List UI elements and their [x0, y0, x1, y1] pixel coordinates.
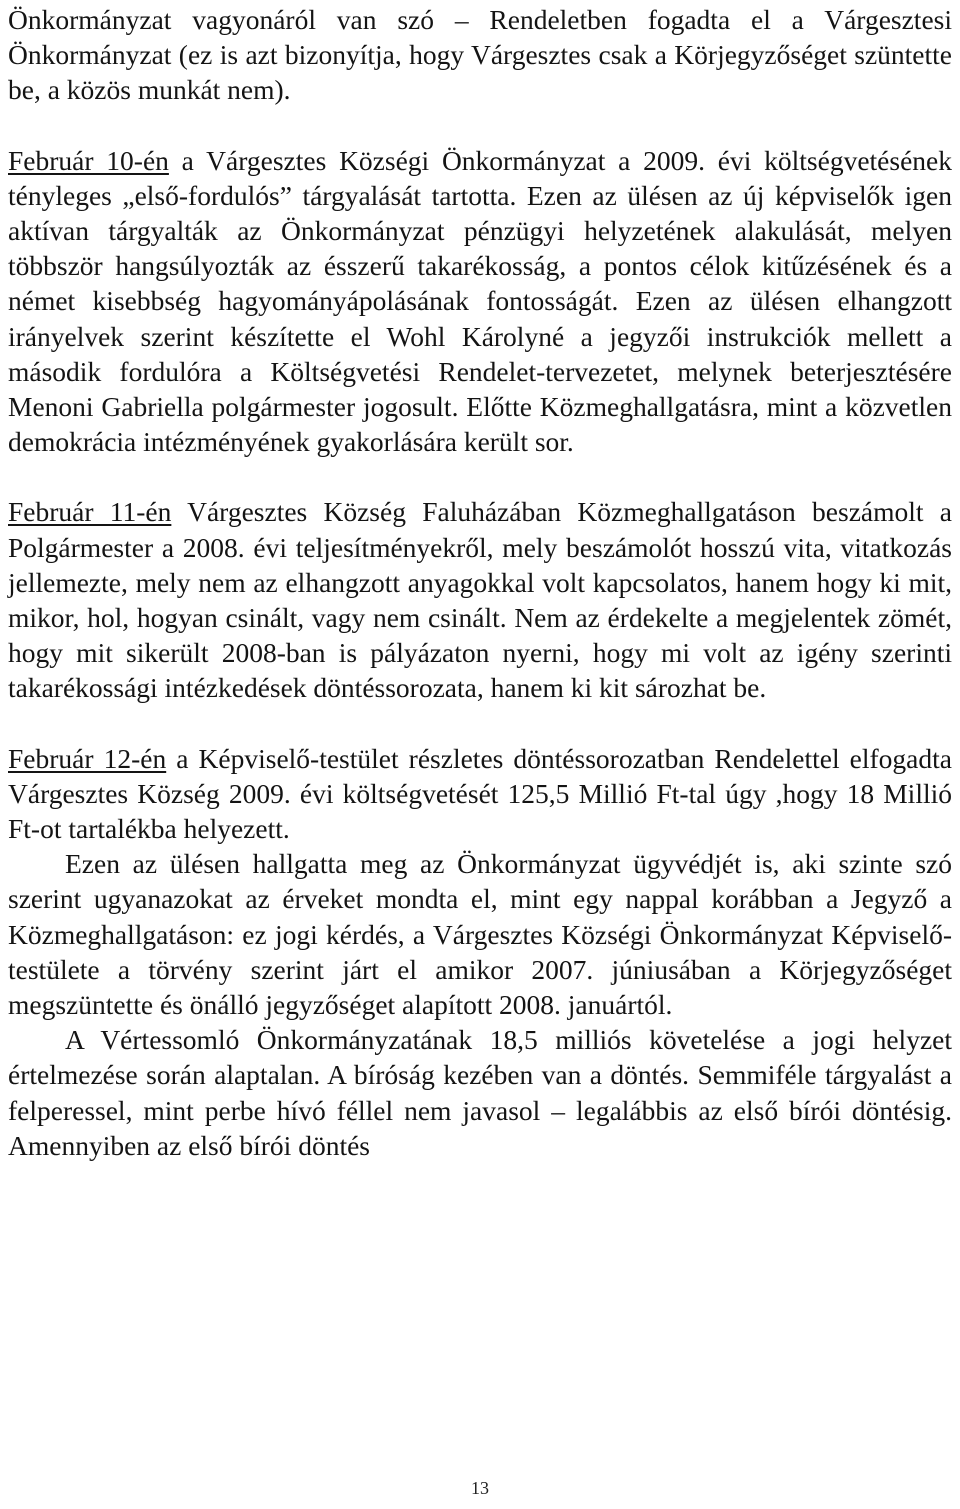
paragraph-1-text: Önkormányzat vagyonáról van szó – Rendeletben fogadta el a Várgesztesi Önkormányzat (ez is azt bizonyítja, hogy Várgesztes csak a Körjegyzőséget szüntette be, a közös munkát nem).	[8, 4, 952, 106]
paragraph-3	[8, 494, 952, 705]
paragraph-5	[8, 846, 952, 1022]
paragraph-4	[8, 741, 952, 847]
date-february-12: Február 12-én	[8, 742, 167, 774]
paragraph-2-text: a Várgesztes Községi Önkormányzat a 2009. évi költségvetésének tényleges „első-fordulós” tárgyalását tartotta. Ezen az ülésen az új képviselők igen aktívan tárgyalták az Önkormányzat pénzügyi helyzetének alakulását, melyen többször hangsúlyozták az ésszerű takarékosság, a pontos célok kitűzésének és a német kisebbség hagyományápolásának fontosságát. Ezen az ülésen elhangzott irányelvek szerint készítette el Wohl Károlyné a jegyzői instrukciók mellett a második fordulóra a Költségvetési Rendelet-tervezetet, melynek beterjesztésére Menoni Gabriella polgármester jogosult. Előtte Közmeghallgatásra, mint a közvetlen demokrácia intézményének gyakorlására került sor.	[8, 144, 952, 458]
paragraph-6	[8, 1022, 952, 1163]
paragraph-3-text: Várgesztes Község Faluházában Közmeghallgatáson beszámolt a Polgármester a 2008. évi teljesítményekről, mely beszámolót hosszú vita, vitatkozás jellemezte, mely nem az elhangzott anyagokkal volt kapcsolatos, hanem hogy ki mit, mikor, hol, hogyan csinált, vagy nem csinált. Nem az érdekelte a megjelentek zömét, hogy mit sikerült 2008-ban is pályázaton nyerni, hogy mi volt az igény szerinti takarékossági intézkedések döntéssorozata, hanem ki kit sározhat be.	[8, 496, 952, 704]
date-february-10: Február 10-én	[8, 144, 169, 176]
page-number: 13	[471, 1478, 489, 1498]
paragraph-1	[8, 0, 952, 108]
date-february-11: Február 11-én	[8, 496, 172, 528]
paragraph-5-text: Ezen az ülésen hallgatta meg az Önkormányzat ügyvédjét is, aki szinte szó szerint ugyanazokat az érveket mondta el, mint egy nappal korábban a Jegyző a Közmeghallgatáson: ez jogi kérdés, a Várgesztes Községi Önkormányzat Képviselő-testülete a törvény szerint járt el amikor 2007. júniusában a Körjegyzőséget megszüntette és önálló jegyzőséget alapított 2008. januártól.	[8, 848, 952, 1021]
paragraph-2	[8, 143, 952, 460]
paragraph-4-text: a Képviselő-testület részletes döntéssorozatban Rendelettel elfogadta Várgesztes Község 2009. évi költségvetését 125,5 Millió Ft-tal úgy ,hogy 18 Millió Ft-ot tartalékba helyezett.	[8, 742, 952, 845]
paragraph-6-text: A Vértessomló Önkormányzatának 18,5 milliós követelése a jogi helyzet értelmezése során alaptalan. A bíróság kezében van a döntés. Semmiféle tárgyalást a felperessel, mint perbe hívó féllel nem javasol – legalábbis az első bírói döntésig. Amennyiben az első bírói döntés	[8, 1024, 952, 1161]
document-page	[8, 0, 952, 1509]
